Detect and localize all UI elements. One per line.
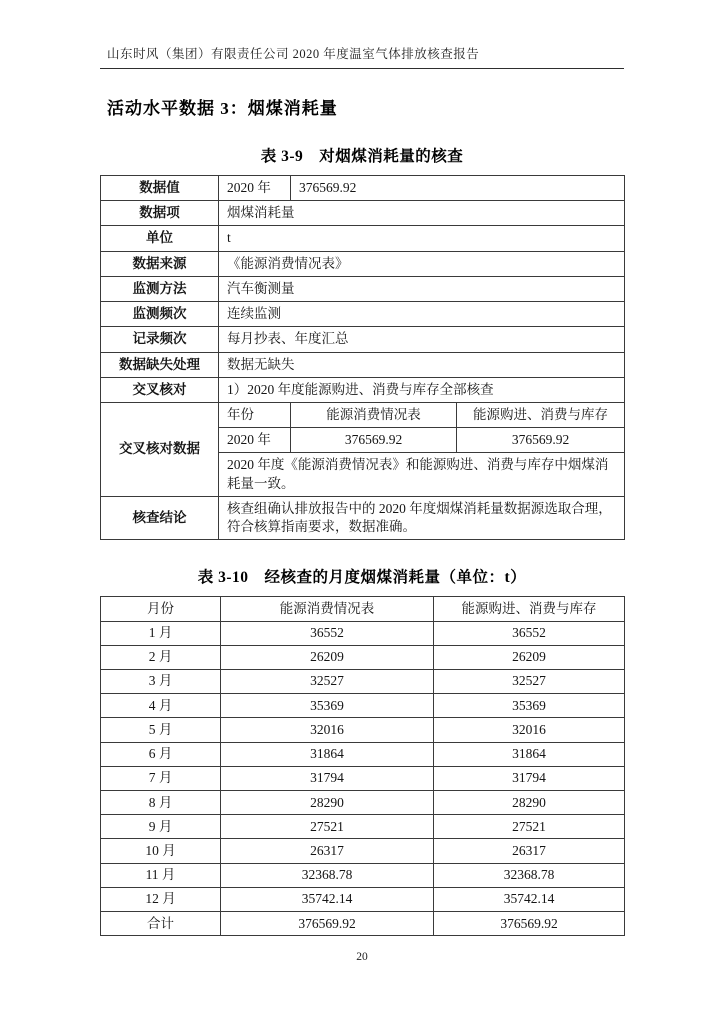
value-cell: 32527 [434,669,625,693]
month-cell: 1 月 [101,621,221,645]
cross-check-value1-cell: 376569.92 [291,428,457,453]
table-row [101,791,625,815]
unit-value: t [219,226,625,251]
value-cell: 26317 [434,839,625,863]
page-number: 20 [356,951,368,964]
month-cell: 7 月 [101,766,221,790]
value-cell: 26317 [221,839,434,863]
table-row [101,766,625,790]
table-row [101,302,625,327]
table-row [101,887,625,911]
table-row [101,815,625,839]
value-cell: 27521 [221,815,434,839]
month-cell: 2 月 [101,645,221,669]
month-cell: 8 月 [101,791,221,815]
record-frequency-value: 每月抄表、年度汇总 [219,327,625,352]
month-cell: 12 月 [101,887,221,911]
value-cell: 32016 [221,718,434,742]
monthly-table-body [101,621,625,936]
table-row [101,377,625,402]
cross-check-value: 1）2020 年度能源购进、消费与库存全部核查 [219,377,625,402]
table-row [101,176,625,201]
table-row [101,352,625,377]
table-row [101,839,625,863]
month-cell: 11 月 [101,863,221,887]
month-column-header: 月份 [101,597,221,621]
row-label-conclusion: 核查结论 [101,496,219,539]
row-label-data-source: 数据来源 [101,251,219,276]
table-row [101,402,625,427]
month-cell: 4 月 [101,694,221,718]
value-cell: 31864 [434,742,625,766]
data-value-amount: 376569.92 [291,176,625,201]
missing-data-value: 数据无缺失 [219,352,625,377]
table-row [101,863,625,887]
conclusion-value: 核查组确认排放报告中的 2020 年度烟煤消耗量数据源选取合理，符合核算指南要求，数据准确。 [219,496,625,539]
table-row [101,251,625,276]
cross-check-note: 2020 年度《能源消费情况表》和能源购进、消费与库存中烟煤消耗量一致。 [219,453,625,496]
month-cell: 5 月 [101,718,221,742]
cross-check-year-cell: 2020 年 [219,428,291,453]
table-row [101,742,625,766]
source2-column-header: 能源购进、消费与库存 [434,597,625,621]
value-cell: 31864 [221,742,434,766]
table-row [101,621,625,645]
value-cell: 26209 [221,645,434,669]
row-label-data-item: 数据项 [101,201,219,226]
table-row [101,718,625,742]
data-item-value: 烟煤消耗量 [219,201,625,226]
value-cell: 35369 [221,694,434,718]
value-cell: 32368.78 [221,863,434,887]
coal-verification-table [100,175,625,540]
value-cell: 36552 [221,621,434,645]
row-label-monitoring-frequency: 监测频次 [101,302,219,327]
table-row [101,645,625,669]
value-cell: 32368.78 [434,863,625,887]
value-cell: 28290 [221,791,434,815]
monitoring-frequency-value: 连续监测 [219,302,625,327]
cross-check-value2-cell: 376569.92 [457,428,625,453]
table-row [101,912,625,936]
month-cell: 3 月 [101,669,221,693]
cross-check-source1-header: 能源消费情况表 [291,402,457,427]
cross-check-source2-header: 能源购进、消费与库存 [457,402,625,427]
value-cell: 376569.92 [434,912,625,936]
value-cell: 376569.92 [221,912,434,936]
row-label-unit: 单位 [101,226,219,251]
month-cell: 9 月 [101,815,221,839]
row-label-record-frequency: 记录频次 [101,327,219,352]
value-cell: 27521 [434,815,625,839]
value-cell: 28290 [434,791,625,815]
row-label-cross-check: 交叉核对 [101,377,219,402]
monitoring-method-value: 汽车衡测量 [219,276,625,301]
value-cell: 35742.14 [434,887,625,911]
table-row [101,276,625,301]
table-row [101,327,625,352]
table-row [101,226,625,251]
month-cell: 6 月 [101,742,221,766]
section-title: 活动水平数据 3：烟煤消耗量 [107,99,338,118]
value-cell: 32016 [434,718,625,742]
data-source-value: 《能源消费情况表》 [219,251,625,276]
value-cell: 31794 [434,766,625,790]
month-cell: 10 月 [101,839,221,863]
value-cell: 36552 [434,621,625,645]
table-row [101,496,625,539]
row-label-monitoring-method: 监测方法 [101,276,219,301]
value-cell: 31794 [221,766,434,790]
source1-column-header: 能源消费情况表 [221,597,434,621]
document-header: 山东时风（集团）有限责任公司 2020 年度温室气体排放核查报告 [100,44,624,69]
cross-check-year-header: 年份 [219,402,291,427]
row-label-data-value: 数据值 [101,176,219,201]
table-row [101,201,625,226]
row-label-cross-check-data: 交叉核对数据 [101,402,219,496]
table-header-row [101,597,625,621]
table9-caption: 表 3-9 对烟煤消耗量的核查 [260,148,464,165]
row-label-missing-data: 数据缺失处理 [101,352,219,377]
table-row [101,669,625,693]
monthly-consumption-table [100,596,625,936]
table-row [101,694,625,718]
data-value-year: 2020 年 [219,176,291,201]
value-cell: 26209 [434,645,625,669]
value-cell: 32527 [221,669,434,693]
value-cell: 35742.14 [221,887,434,911]
month-cell: 合计 [101,912,221,936]
table10-caption: 表 3-10 经核查的月度烟煤消耗量（单位：t） [197,569,527,587]
value-cell: 35369 [434,694,625,718]
